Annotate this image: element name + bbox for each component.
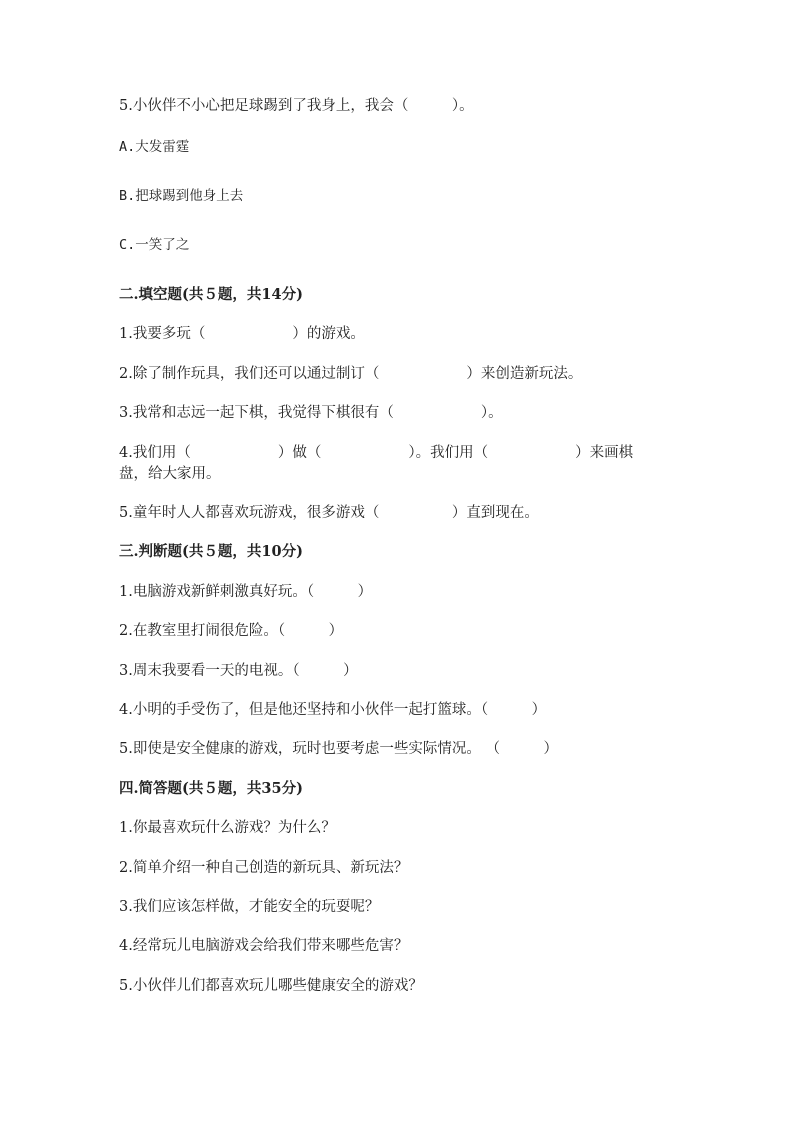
choice-question-5: 5.小伙伴不小心把足球踢到了我身上，我会（ ）。 bbox=[119, 98, 474, 114]
fill-blank-question: 1.我要多玩（ ）的游戏。 bbox=[119, 326, 365, 342]
option-c: C.一笑了之 bbox=[119, 237, 190, 253]
true-false-heading: 三.判断题(共５题，共10分) bbox=[119, 543, 303, 560]
fill-blank-question: 3.我常和志远一起下棋，我觉得下棋很有（ ）。 bbox=[119, 405, 503, 421]
fill-blank-heading: 二.填空题(共５题，共14分) bbox=[119, 286, 303, 303]
true-false-question: 4.小明的手受伤了，但是他还坚持和小伙伴一起打篮球。（ ） bbox=[119, 702, 547, 718]
short-answer-question: 1.你最喜欢玩什么游戏？为什么？ bbox=[119, 820, 336, 836]
short-answer-question: 2.简单介绍一种自己创造的新玩具、新玩法？ bbox=[119, 860, 409, 876]
true-false-question: 1.电脑游戏新鲜刺激真好玩。（ ） bbox=[119, 584, 373, 600]
true-false-question: 3.周末我要看一天的电视。（ ） bbox=[119, 663, 358, 679]
fill-blank-question: 5.童年时人人都喜欢玩游戏，很多游戏（ ）直到现在。 bbox=[119, 505, 539, 521]
option-a: A.大发雷霆 bbox=[119, 139, 190, 155]
short-answer-question: 3.我们应该怎样做，才能安全的玩耍呢？ bbox=[119, 899, 380, 915]
true-false-question: 5.即使是安全健康的游戏，玩时也要考虑一些实际情况。 （ ） bbox=[119, 741, 558, 757]
fill-blank-question: 4.我们用（ ）做（ ）。我们用（ ）来画棋 bbox=[119, 445, 634, 461]
option-b: B.把球踢到他身上去 bbox=[119, 188, 244, 204]
short-answer-heading: 四.简答题(共５题，共35分) bbox=[119, 780, 303, 797]
true-false-question: 2.在教室里打闹很危险。（ ） bbox=[119, 623, 344, 639]
fill-blank-question-continuation: 盘，给大家用。 bbox=[119, 466, 221, 482]
short-answer-question: 4.经常玩儿电脑游戏会给我们带来哪些危害？ bbox=[119, 938, 409, 954]
fill-blank-question: 2.除了制作玩具，我们还可以通过制订（ ）来创造新玩法。 bbox=[119, 366, 583, 382]
short-answer-question: 5.小伙伴儿们都喜欢玩儿哪些健康安全的游戏？ bbox=[119, 978, 423, 994]
